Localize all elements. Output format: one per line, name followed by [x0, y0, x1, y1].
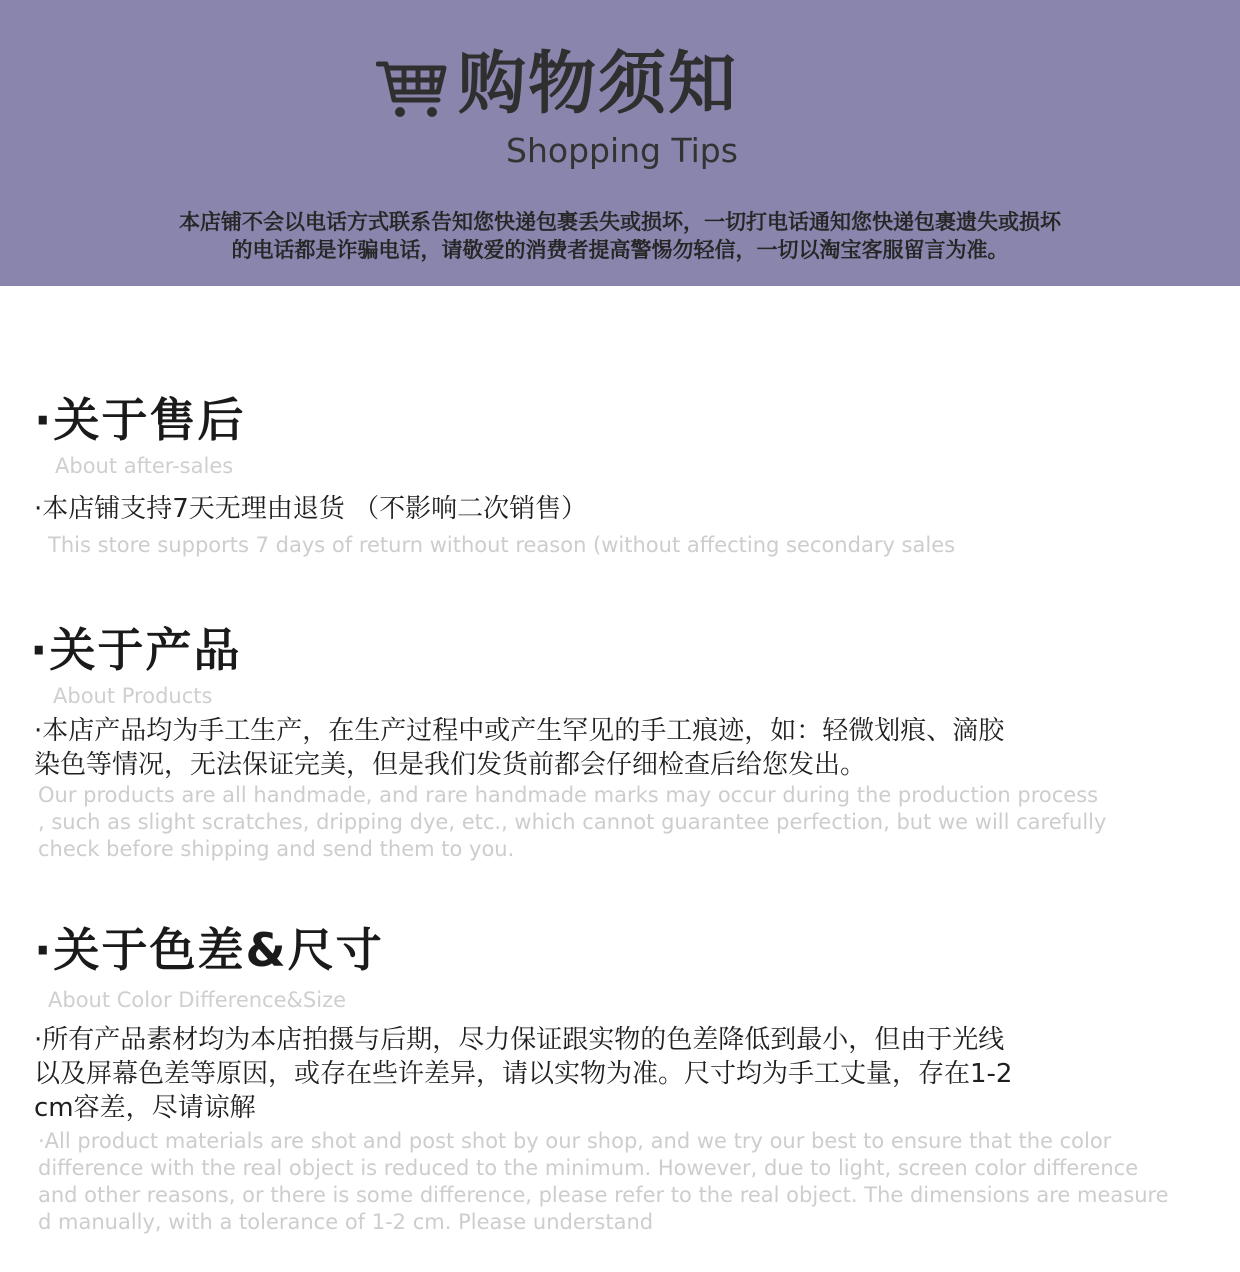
section-subtitle-after-sales: About after-sales — [55, 454, 234, 478]
section-title-color-size: ·关于色差&尺寸 — [34, 923, 384, 977]
body-line-en: , such as slight scratches, dripping dye, etc., which cannot guarantee perfection, but we will carefully — [38, 810, 1107, 834]
body-line: ·本店铺支持7天无理由退货 （不影响二次销售） — [34, 494, 588, 524]
notice-line: 的电话都是诈骗电话，请敬爱的消费者提高警惕勿轻信，一切以淘宝客服留言为准。 — [231, 238, 1009, 262]
section-body-after-sales — [34, 492, 1234, 526]
body-line: ·本店产品均为手工生产，在生产过程中或产生罕见的手工痕迹，如：轻微划痕、滴胶 — [34, 716, 1005, 746]
notice-line: 本店铺不会以电话方式联系告知您快递包裹丢失或损坏，一切打电话通知您快递包裹遗失或损坏 — [179, 210, 1061, 234]
body-line-en: check before shipping and send them to you. — [38, 837, 515, 861]
section-title-products: ·关于产品 — [30, 623, 242, 677]
section-body-en-color-size — [38, 1128, 1238, 1236]
body-line-en: Our products are all handmade, and rare handmade marks may occur during the production process — [38, 783, 1099, 807]
section-body-color-size — [34, 1023, 1234, 1125]
body-line: 以及屏幕色差等原因，或存在些许差异，请以实物为准。尺寸均为手工丈量，存在1-2 — [34, 1059, 1013, 1089]
body-line: ·所有产品素材均为本店拍摄与后期，尽力保证跟实物的色差降低到最小，但由于光线 — [34, 1025, 1005, 1055]
section-title-after-sales: ·关于售后 — [34, 393, 246, 447]
page-subtitle: Shopping Tips — [506, 131, 738, 170]
body-line: 染色等情况，无法保证完美，但是我们发货前都会仔细检查后给您发出。 — [34, 750, 867, 780]
body-line-en: ·All product materials are shot and post shot by our shop, and we try our best to ensure that the color — [38, 1129, 1112, 1153]
body-line-en: and other reasons, or there is some difference, please refer to the real object. The dimensions are measure — [38, 1183, 1169, 1207]
page-title: 购物须知 — [458, 45, 739, 124]
section-body-en-products — [38, 782, 1238, 863]
section-subtitle-products: About Products — [53, 684, 213, 708]
section-body-products — [34, 714, 1234, 782]
body-line: cm容差，尽请谅解 — [34, 1093, 256, 1123]
section-body-en-after-sales — [48, 532, 1240, 559]
body-line-en: difference with the real object is reduced to the minimum. However, due to light, screen color difference — [38, 1156, 1139, 1180]
body-line-en: d manually, with a tolerance of 1-2 cm. Please understand — [38, 1210, 654, 1234]
fraud-notice — [0, 208, 1240, 264]
header-banner — [0, 0, 1240, 286]
shopping-cart-icon — [376, 52, 448, 122]
section-subtitle-color-size: About Color Difference&Size — [48, 988, 347, 1012]
body-line-en: This store supports 7 days of return without reason (without affecting secondary sales — [48, 533, 956, 557]
